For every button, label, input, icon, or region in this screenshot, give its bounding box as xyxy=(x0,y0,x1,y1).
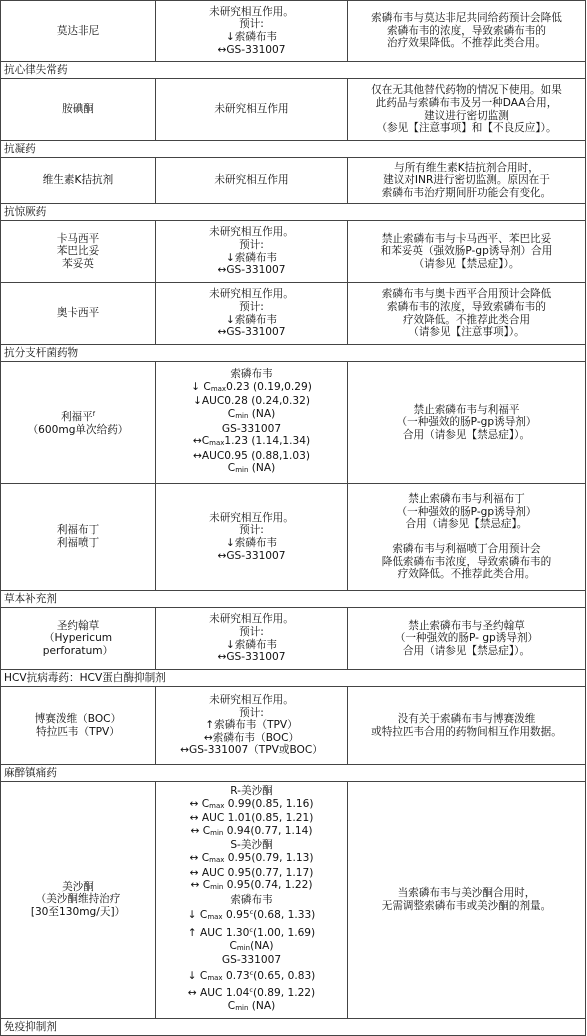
effect-line: ↔ $C_{max}$ 0.99(0.85, 1.16) xyxy=(189,797,314,810)
rec-line: （一种强效的肠P- gp诱导剂） xyxy=(394,632,539,645)
rec-line: 索磷布韦与奥卡西平合用预计会降低 xyxy=(381,288,552,301)
effect-cell xyxy=(156,608,348,670)
drug-name: 美沙酮 xyxy=(62,880,94,893)
drug-cell xyxy=(1,283,156,345)
effect-line: ↔GS-331007 xyxy=(217,651,286,664)
category-row xyxy=(1,765,586,782)
table-row xyxy=(1,1,586,62)
effect-line: 预计: xyxy=(239,625,264,638)
effect-line: ↓索磷布韦 xyxy=(225,313,278,326)
drug-name: 莫达非尼 xyxy=(56,24,100,37)
rec-line: 索磷布韦治疗期间肝功能会有变化。 xyxy=(381,186,552,199)
recommendation-cell xyxy=(348,283,586,345)
table-row xyxy=(1,158,586,204)
rec-line: 疗效降低。不推荐此类合用。 xyxy=(397,568,536,581)
effect-line: R-美沙酮 xyxy=(230,785,273,797)
rec-line: 当索磷布韦与美沙酮合用时， xyxy=(397,887,536,900)
effect-line: 未研究相互作用。 xyxy=(209,511,294,524)
effect-line: ↓AUC0.28 (0.24,0.32) xyxy=(192,395,311,408)
drug-name: 维生素K拮抗剂 xyxy=(42,174,114,187)
drug-cell xyxy=(1,221,156,283)
category-label: 抗惊厥药 xyxy=(1,204,586,221)
rec-line: 疗效降低。不推荐此类合用 xyxy=(402,313,531,326)
drug-name: 利福喷丁 xyxy=(56,537,100,549)
effect-line: ↑索磷布韦（TPV） xyxy=(205,719,298,732)
rec-line: 合用（请参见【禁忌症】）。 xyxy=(402,428,531,441)
drug-cell xyxy=(1,782,156,1019)
drug-cell xyxy=(1,1,156,62)
effect-cell xyxy=(156,158,348,204)
drug-name: 特拉匹韦（TPV） xyxy=(36,725,120,738)
rec-line: 合用（请参见【禁忌症】。 xyxy=(405,518,528,531)
rec-line: 建议对INR进行密切监测。原因在于 xyxy=(383,174,550,187)
effect-line: ↓ $C_{max}0.23$ (0.19,0.29) xyxy=(191,380,312,393)
effect-line: ↔ $C_{max}$ 0.95(0.79, 1.13) xyxy=(189,851,314,864)
table-row xyxy=(1,608,586,670)
effect-line: ↔索磷布韦（BOC） xyxy=(203,731,300,744)
effect-line: 预计: xyxy=(239,18,264,31)
effect-cell xyxy=(156,782,348,1019)
footnote-mark: f xyxy=(92,410,96,419)
effect-line: ↓索磷布韦 xyxy=(225,31,278,43)
effect-line: 索磷布韦 xyxy=(230,368,273,381)
rec-line: 没有关于索磷布韦与博赛泼维 xyxy=(397,712,536,725)
effect-line: ↔ AUC 1.04$^c$(0.89, 1.22) xyxy=(187,986,316,1000)
recommendation-cell xyxy=(348,1,586,62)
effect-line: ↔ $C_{min}$ 0.94(0.77, 1.14) xyxy=(190,824,313,837)
rec-line: 禁止索磷布韦与利福布丁 xyxy=(408,493,525,506)
effect-line: $\leftrightarrow C_{max}1.23$ (1.14,1.34) xyxy=(192,435,311,448)
drug-name-text: 利福平 xyxy=(60,411,93,424)
drug-name: （Hypericum xyxy=(43,632,113,645)
effect-line: ↓索磷布韦 xyxy=(225,251,278,264)
rec-line: （请参见【禁忌症】）。 xyxy=(413,257,520,270)
table-row xyxy=(1,283,586,345)
rec-line: 或特拉匹韦合用的药物间相互作用数据。 xyxy=(371,725,562,738)
category-row xyxy=(1,141,586,158)
category-row xyxy=(1,345,586,362)
drug-name: perforatum） xyxy=(42,644,114,657)
drug-cell xyxy=(1,687,156,765)
drug-name: 苯妥英 xyxy=(62,257,94,270)
category-label: 草本补充剂 xyxy=(1,591,586,608)
drug-name: [30至130mg/天]） xyxy=(30,906,126,919)
table-row xyxy=(1,362,586,484)
recommendation-cell xyxy=(348,158,586,204)
effect-line: 未研究相互作用。 xyxy=(209,694,294,707)
effect-cell xyxy=(156,283,348,345)
effect-cell xyxy=(156,221,348,283)
effect-line: S-美沙酮 xyxy=(230,839,273,852)
rec-line: 索磷布韦与利福喷丁合用预计会 xyxy=(392,543,541,555)
rec-line: 此药品与索磷布韦及另一种DAA合用， xyxy=(375,96,558,109)
rec-line: 禁止索磷布韦与利福平 xyxy=(413,403,520,416)
drug-name: （美沙酮维持治疗 xyxy=(35,893,121,906)
effect-line: 未研究相互作用 xyxy=(214,103,289,116)
effect-line: ↔ AUC 1.01(0.85, 1.21) xyxy=(189,812,314,825)
recommendation-cell xyxy=(348,687,586,765)
table-row xyxy=(1,221,586,283)
category-row xyxy=(1,670,586,687)
drug-name: 苯巴比妥 xyxy=(56,245,100,258)
effect-line: 未研究相互作用 xyxy=(214,174,289,187)
effect-line: ↔GS-331007 xyxy=(217,326,286,339)
effect-line: 预计: xyxy=(239,300,264,313)
category-row xyxy=(1,1018,586,1035)
recommendation-cell xyxy=(348,782,586,1019)
paragraph-gap xyxy=(352,531,581,543)
effect-line: 未研究相互作用。 xyxy=(209,226,294,239)
rec-line: 与所有维生素K拮抗剂合用时， xyxy=(394,161,539,174)
rec-line: 禁止索磷布韦与圣约翰草 xyxy=(408,619,525,632)
rec-line: 无需调整索磷布韦或美沙酮的剂量。 xyxy=(381,899,552,912)
drug-dose: （600mg单次给药） xyxy=(27,424,129,436)
drug-name: 卡马西平 xyxy=(56,232,100,245)
effect-line: 预计: xyxy=(239,238,264,251)
effect-line: ↔GS-331007（TPV或BOC） xyxy=(180,744,323,757)
recommendation-cell xyxy=(348,362,586,484)
recommendation-cell xyxy=(348,484,586,591)
rec-line: 和苯妥英（强效肠P-gp诱导剂）合用 xyxy=(380,245,553,258)
category-label: HCV抗病毒药：HCV蛋白酶抑制剂 xyxy=(1,670,586,687)
effect-cell xyxy=(156,687,348,765)
recommendation-cell xyxy=(348,79,586,141)
effect-line: GS-331007 xyxy=(221,422,282,435)
effect-line: ↔GS-331007 xyxy=(217,549,286,562)
effect-line: 预计: xyxy=(239,706,264,719)
rec-line: 建议进行密切监测 xyxy=(424,109,509,122)
effect-line: ↓索磷布韦 xyxy=(225,537,278,549)
table-row xyxy=(1,79,586,141)
effect-line: $C_{min}(NA)$ xyxy=(229,939,274,952)
drug-cell xyxy=(1,79,156,141)
effect-line: 预计: xyxy=(239,524,264,537)
drug-name: 圣约翰草 xyxy=(56,619,100,632)
effect-line: ↔AUC0.95 (0.88,1.03) xyxy=(192,449,311,462)
effect-line: ↔ $C_{min}$ 0.95(0.74, 1.22) xyxy=(190,879,313,892)
drug-name xyxy=(5,408,151,424)
recommendation-cell xyxy=(348,608,586,670)
drug-cell xyxy=(1,362,156,484)
category-label: 抗心律失常药 xyxy=(1,62,586,79)
effect-line: 未研究相互作用。 xyxy=(209,5,294,18)
rec-line: 索磷布韦的浓度，导致索磷布韦的 xyxy=(387,300,546,313)
effect-line: $C_{min}$ (NA) xyxy=(227,407,276,420)
effect-line: ↓ $C_{max}$ 0.95$^c$(0.68, 1.33) xyxy=(187,908,316,922)
category-label: 抗分支杆菌药物 xyxy=(1,345,586,362)
effect-cell xyxy=(156,362,348,484)
rec-line: （请参见【注意事项】）。 xyxy=(408,326,525,339)
effect-line: ↔ AUC 0.95(0.77, 1.17) xyxy=(189,866,314,879)
drug-name: 胺碘酮 xyxy=(62,103,94,116)
effect-line: ↑ AUC 1.30$^c$(1.00, 1.69) xyxy=(187,925,316,939)
category-label: 麻醉镇痛药 xyxy=(1,765,586,782)
effect-line: ↓索磷布韦 xyxy=(225,638,278,651)
drug-name: 利福布丁 xyxy=(56,524,100,537)
drug-name: 博赛泼维（BOC） xyxy=(34,712,122,725)
category-row xyxy=(1,62,586,79)
effect-line: ↔GS-331007 xyxy=(217,43,286,56)
rec-line: 索磷布韦的浓度，导致索磷布韦的 xyxy=(387,24,546,37)
effect-line: 未研究相互作用。 xyxy=(209,613,294,626)
category-row xyxy=(1,204,586,221)
drug-cell xyxy=(1,484,156,591)
effect-cell xyxy=(156,484,348,591)
rec-line: （一种强效的肠P-gp诱导剂） xyxy=(396,505,537,518)
drug-name: 奥卡西平 xyxy=(56,307,100,320)
rec-line: 治疗效果降低。不推荐此类合用。 xyxy=(387,37,546,50)
drug-cell xyxy=(1,608,156,670)
rec-line: 禁止索磷布韦与卡马西平、苯巴比妥 xyxy=(381,232,552,245)
effect-line: 索磷布韦 xyxy=(230,893,273,906)
category-label: 抗凝药 xyxy=(1,141,586,158)
effect-line: GS-331007 xyxy=(221,954,282,967)
effect-line: $C_{min}$ (NA) xyxy=(227,999,276,1012)
recommendation-cell xyxy=(348,221,586,283)
rec-line: （参见【注意事项】和【不良反应】）。 xyxy=(376,122,557,135)
table-row xyxy=(1,782,586,1019)
rec-line: 索磷布韦与莫达非尼共同给药预计会降低 xyxy=(371,12,562,25)
rec-line: （一种强效的肠P-gp诱导剂） xyxy=(396,416,537,429)
rec-line: 降低索磷布韦浓度，导致索磷布韦的 xyxy=(381,555,552,568)
effect-line: ↔GS-331007 xyxy=(217,264,286,277)
drug-cell xyxy=(1,158,156,204)
table-row xyxy=(1,687,586,765)
effect-cell xyxy=(156,1,348,62)
effect-cell xyxy=(156,79,348,141)
rec-line: 合用（请参见【禁忌症】）。 xyxy=(402,644,531,657)
category-label: 免疫抑制剂 xyxy=(1,1018,586,1035)
table-row xyxy=(1,484,586,591)
rec-line: 仅在无其他替代药物的情况下使用。如果 xyxy=(371,84,562,97)
effect-line: ↓ $C_{max}$ 0.73$^c$(0.65, 0.83) xyxy=(187,968,316,982)
category-row xyxy=(1,591,586,608)
effect-line: 未研究相互作用。 xyxy=(209,288,294,301)
effect-line: $C_{min}$ (NA) xyxy=(227,462,276,475)
